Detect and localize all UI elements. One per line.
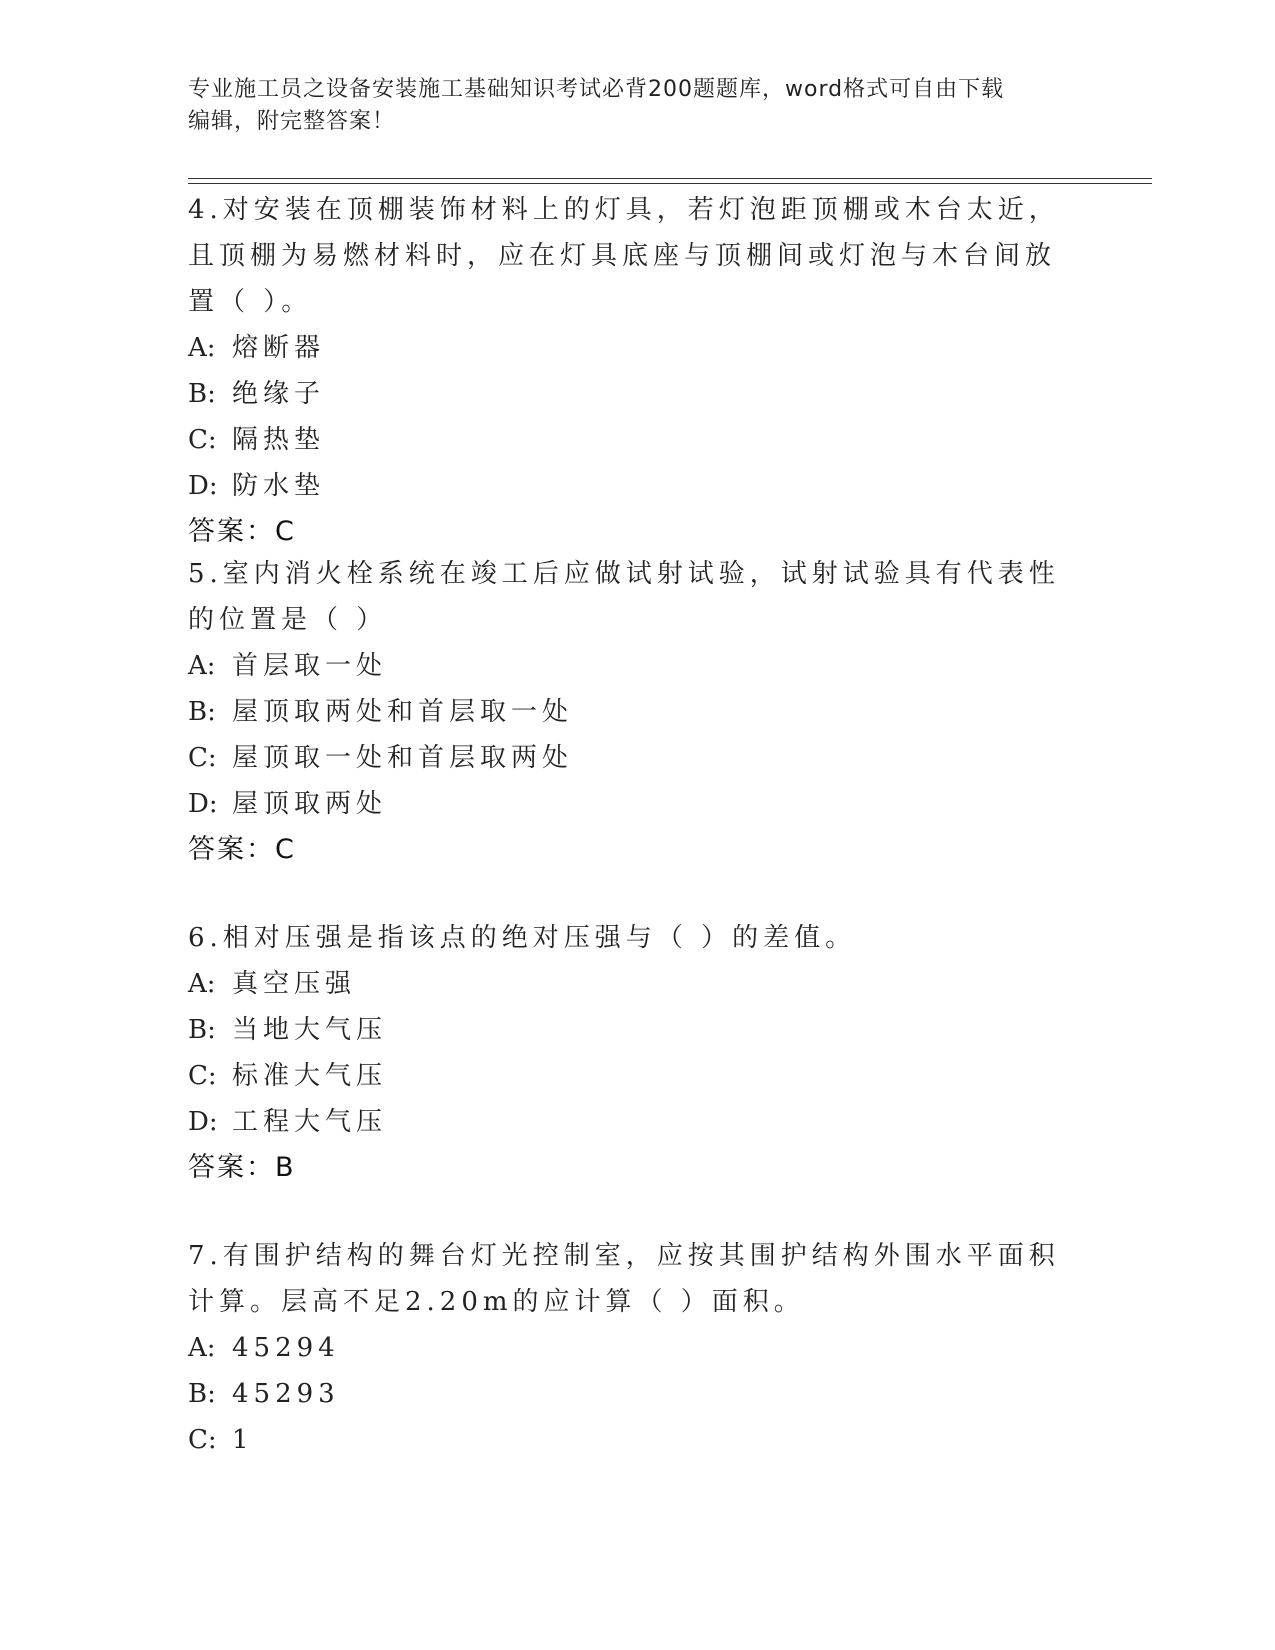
- option-letter: C:: [188, 1061, 217, 1091]
- option-a: [188, 325, 1068, 371]
- question-text: 5.室内消火栓系统在竣工后应做试射试验，试射试验具有代表性的位置是（ ）: [188, 559, 1060, 635]
- option-text: 45294: [232, 1333, 340, 1363]
- question-text: 4.对安装在顶棚装饰材料上的灯具，若灯泡距顶棚或木台太近，且顶棚为易燃材料时，应在灯具底座与顶棚间或灯泡与木台间放置（ ）。: [188, 195, 1060, 317]
- option-d: [188, 781, 1068, 827]
- option-b: [188, 689, 1068, 735]
- option-letter: A:: [188, 333, 216, 363]
- option-text: 屋顶取一处和首层取两处: [232, 743, 574, 773]
- option-text: 绝缘子: [232, 379, 326, 409]
- header-divider-bottom: [188, 183, 1152, 184]
- answer: 答案：B: [188, 1152, 296, 1183]
- question-5: [188, 551, 1068, 873]
- option-letter: C:: [188, 1425, 217, 1455]
- option-letter: B:: [188, 1379, 216, 1409]
- option-text: 防水垫: [232, 471, 326, 501]
- option-letter: B:: [188, 697, 216, 727]
- option-letter: C:: [188, 425, 217, 455]
- option-text: 隔热垫: [232, 425, 326, 455]
- question-7: [188, 1233, 1068, 1463]
- option-text: 真空压强: [232, 969, 357, 999]
- option-text: 1: [232, 1425, 254, 1455]
- option-text: 标准大气压: [232, 1061, 388, 1091]
- answer: 答案：C: [188, 516, 296, 547]
- option-text: 首层取一处: [232, 651, 388, 681]
- option-letter: D:: [188, 471, 218, 501]
- option-a: [188, 643, 1068, 689]
- option-text: 工程大气压: [232, 1107, 388, 1137]
- option-text: 熔断器: [232, 333, 326, 363]
- question-4: [188, 187, 1068, 555]
- option-text: 屋顶取两处和首层取一处: [232, 697, 574, 727]
- question-6: [188, 915, 1068, 1191]
- option-d: [188, 1099, 1068, 1145]
- option-c: [188, 417, 1068, 463]
- option-text: 当地大气压: [232, 1015, 388, 1045]
- option-b: [188, 371, 1068, 417]
- answer: 答案：C: [188, 834, 296, 865]
- header-title-line-1: 专业施工员之设备安装施工基础知识考试必背200题题库，word格式可自由下载: [188, 77, 1005, 102]
- option-b: [188, 1371, 1068, 1417]
- option-c: [188, 735, 1068, 781]
- question-text: 6.相对压强是指该点的绝对压强与（ ）的差值。: [188, 923, 857, 953]
- option-letter: D:: [188, 1107, 218, 1137]
- option-d: [188, 463, 1068, 509]
- option-c: [188, 1053, 1068, 1099]
- option-letter: B:: [188, 379, 216, 409]
- question-text: 7.有围护结构的舞台灯光控制室，应按其围护结构外围水平面积计算。层高不足2.20m的应计算（ ）面积。: [188, 1241, 1060, 1317]
- option-c: [188, 1417, 1068, 1463]
- option-letter: A:: [188, 651, 216, 681]
- option-b: [188, 1007, 1068, 1053]
- option-letter: D:: [188, 789, 218, 819]
- header-title-line-2: 编辑，附完整答案！: [188, 109, 396, 134]
- option-letter: A:: [188, 969, 216, 999]
- option-a: [188, 1325, 1068, 1371]
- option-letter: B:: [188, 1015, 216, 1045]
- header-divider-top: [188, 178, 1152, 179]
- option-text: 45293: [232, 1379, 340, 1409]
- option-a: [188, 961, 1068, 1007]
- document-header: [188, 74, 1068, 138]
- option-letter: A:: [188, 1333, 216, 1363]
- option-letter: C:: [188, 743, 217, 773]
- option-text: 屋顶取两处: [232, 789, 388, 819]
